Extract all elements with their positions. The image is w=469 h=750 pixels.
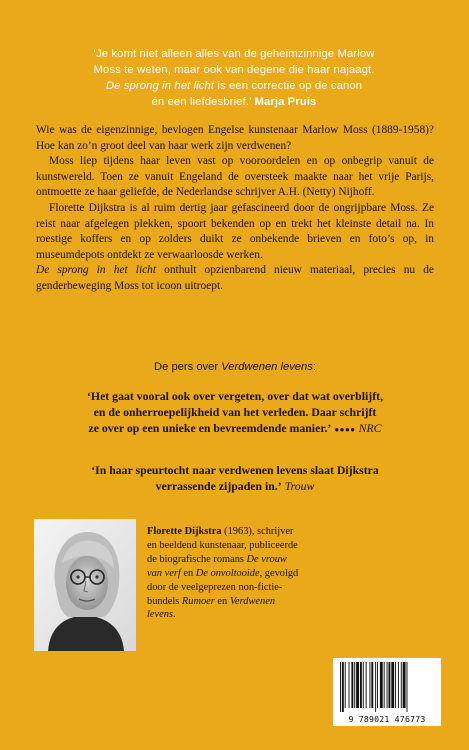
barcode-bar <box>388 662 390 708</box>
barcode-bar <box>369 662 370 708</box>
barcode-bar <box>356 662 359 708</box>
barcode-bar <box>360 662 362 708</box>
press-heading: De pers over Verdwenen levens: <box>154 361 316 373</box>
review-line: ‘Het gaat vooral ook over vergeten, over dat wat overblijft, <box>86 389 384 403</box>
barcode-bar <box>387 662 388 708</box>
barcode-bar <box>354 662 355 708</box>
review-line: en de onherroepelijkheid van het verleden. Daar schrijft <box>93 405 377 420</box>
quote-attribution: Marja Pruis <box>254 96 317 108</box>
barcode-bar <box>375 662 376 712</box>
blurb-paragraph: Moss liep tijdens haar leven vast op vooroordelen en op onbegrip vanuit de kunstwereld. Toen ze vanuit Engeland de oversteek maakte naar het vrije Parijs, ontmoette ze haar geliefde, de Nederlandse schrijver A.H. (Netty) Nijhoff. <box>36 155 434 199</box>
barcode-bar <box>395 662 396 708</box>
blurb-paragraph: De sprong in het licht onthult opzienbarend nieuw materiaal, precies nu de genderbeweging Moss tot icoon uitroept. <box>36 264 434 292</box>
quote-line: ‘Je komt niet alleen alles van de geheimzinnige Marlow <box>93 48 375 60</box>
previous-book-title: Verdwenen levens <box>221 361 313 373</box>
book-title-italic: De sprong in het licht <box>105 80 215 92</box>
author-portrait-image <box>34 519 136 651</box>
blurb-paragraph: Florette Dijkstra is al ruim dertig jaar gefascineerd door de ongrijpbare Moss. Ze reist naar afgelegen plekken, spoort bekenden op en trekt het kleinste detail na. In roestige koffers en op zolders duikt ze onbekende brieven en foto’s op, in museumdepots ontdekt ze verwaarloosde werken. <box>36 201 434 261</box>
barcode-bar <box>340 662 341 712</box>
book-title-italic: De sprong in het licht <box>36 264 157 277</box>
barcode-bars <box>340 662 434 712</box>
barcode-bar <box>349 662 350 708</box>
press-review-trouw <box>36 462 434 494</box>
barcode-bar <box>363 662 364 708</box>
barcode-bar <box>366 662 367 708</box>
barcode-bar <box>407 662 408 712</box>
barcode-bar <box>342 662 344 712</box>
barcode-bar <box>371 662 373 708</box>
quote-line: De sprong in het licht is een correctie op de canon <box>105 80 363 92</box>
blurb-text <box>36 123 434 295</box>
review-line: verrassende zijpaden in.’ Trouw <box>155 479 315 494</box>
barcode-bar <box>377 662 378 708</box>
quote-line: én een liefdesbrief.’ Marja Pruis <box>151 96 317 108</box>
author-photo <box>34 519 136 651</box>
barcode-bar <box>380 662 383 708</box>
review-source: Trouw <box>284 479 315 494</box>
isbn-number: 9 789021 476773 <box>348 714 426 724</box>
barcode-bar <box>401 662 402 708</box>
quote-line: Moss te weten, maar ook van degene die haar najaagt. <box>93 64 375 76</box>
barcode-bar <box>398 662 399 708</box>
barcode-bar <box>384 662 385 708</box>
review-line: ze over op een unieke en bevreemdende manier.’ ●●●● NRC <box>88 421 382 436</box>
barcode-bar <box>403 662 406 708</box>
press-review-nrc <box>36 388 434 439</box>
rating-dots: ●●●● <box>334 425 356 435</box>
review-line: ‘In haar speurtocht naar verdwenen levens slaat Dijkstra <box>91 463 379 477</box>
isbn-barcode <box>333 658 441 726</box>
barcode-bar <box>391 662 394 708</box>
review-source: NRC <box>358 421 382 436</box>
cover-quote <box>34 46 434 110</box>
author-name: Florette Dijkstra <box>147 526 222 537</box>
blurb-paragraph: Wie was de eigenzinnige, bevlogen Engelse kunstenaar Marlow Moss (1889-1958)? Hoe kan zo’n groot deel van haar werk zijn verdwenen? <box>36 124 434 152</box>
barcode-bar <box>351 662 353 708</box>
barcode-bar <box>345 662 346 708</box>
author-bio: Florette Dijkstra (1963), schrijver en beeldend kunstenaar, publiceerde de biografische romans De vrouw van verf en De onvoltooide, gevolgd door de veelgeprezen non-fictie- bundels Rumoer en Verdwenen levens. <box>147 526 299 621</box>
